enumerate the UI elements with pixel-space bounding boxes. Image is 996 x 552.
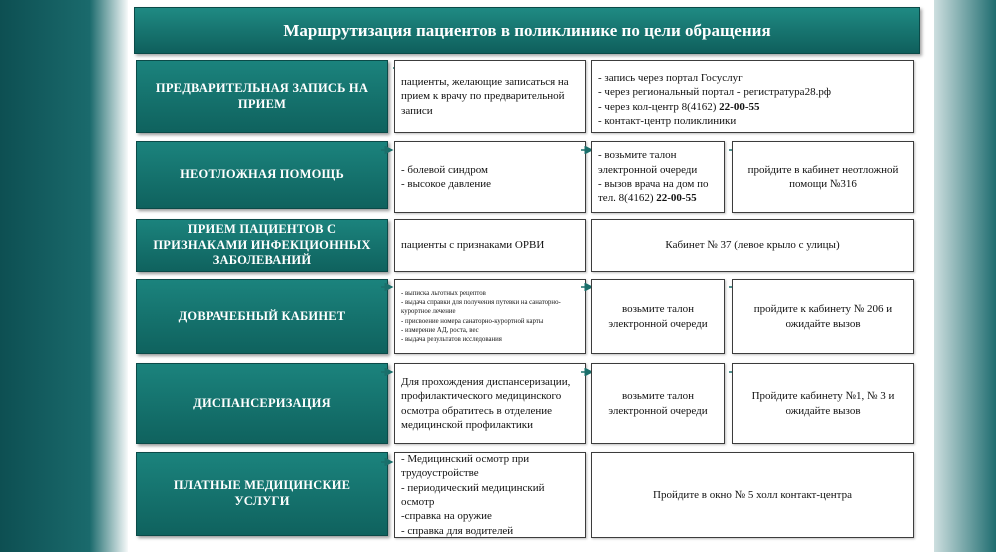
pre-medical-who-box	[394, 279, 586, 354]
appointment-who-text: пациенты, желающие записаться на прием к врачу по предварительной записи	[401, 76, 569, 117]
pre-medical-how-text: возьмите талон электронной очереди	[608, 303, 708, 330]
appointment-how-item: - через региональный портал - регистратура28.рф	[598, 86, 831, 99]
pre-medical-who-item: - присвоение номера санаторно-курортной карты	[401, 317, 544, 325]
pre-medical-who-item: - выдача результатов исследования	[401, 335, 502, 343]
urgent-how-item: - возьмите талон электронной очереди	[598, 149, 698, 176]
dispensary-where-text: Пройдите кабинету №1, № 3 и ожидайте вызов	[751, 390, 895, 417]
appointment-how-item: - через кол-центр 8(4162) 22-00-55	[598, 100, 760, 113]
urgent-where-text: пройдите в кабинет неотложной помощи №316	[747, 163, 899, 190]
paid-where-text: Пройдите в окно № 5 холл контакт-центра	[653, 488, 852, 501]
appointment-how-item: - контакт-центр поликлиники	[598, 114, 737, 127]
arrow-icon	[380, 458, 394, 466]
paid-who-item: - Медицинский осмотр при трудоустройстве	[401, 453, 530, 480]
category-pre-medical: ДОВРАЧЕБНЫЙ КАБИНЕТ	[136, 279, 388, 354]
category-dispensary: ДИСПАНСЕРИЗАЦИЯ	[136, 363, 388, 444]
pre-medical-where-text: пройдите к кабинету № 206 и ожидайте вызов	[753, 303, 893, 330]
urgent-who-item: - болевой синдром	[401, 163, 488, 176]
pre-medical-who-item: - выдача справки для получения путевки на санаторно-курортное лечение	[401, 299, 561, 316]
arrow-icon	[380, 368, 394, 376]
urgent-how-item: - вызов врача на дом по тел. 8(4162) 22-00-55	[598, 178, 709, 205]
page-title: Маршрутизация пациентов в поликлинике по цели обращения	[134, 7, 920, 54]
appointment-how-item: - запись через портал Госуслуг	[598, 72, 743, 84]
dispensary-how-box	[591, 363, 725, 444]
urgent-who-item: - высокое давление	[401, 178, 491, 190]
dispensary-how-text: возьмите талон электронной очереди	[608, 390, 708, 417]
paid-where-box	[591, 452, 914, 538]
infectious-where-box	[591, 219, 914, 272]
category-paid-services: ПЛАТНЫЕ МЕДИЦИНСКИЕ УСЛУГИ	[136, 452, 388, 536]
category-infectious: ПРИЕМ ПАЦИЕНТОВ С ПРИЗНАКАМИ ИНФЕКЦИОННЫХ ЗАБОЛЕВАНИЙ	[136, 219, 388, 272]
urgent-where-box	[732, 141, 914, 213]
arrow-icon	[380, 146, 394, 154]
paid-who-item: - справка для водителей	[401, 524, 514, 537]
infectious-who-box	[394, 219, 586, 272]
category-appointment: ПРЕДВАРИТЕЛЬНАЯ ЗАПИСЬ НА ПРИЕМ	[136, 60, 388, 133]
pre-medical-how-box	[591, 279, 725, 354]
pre-medical-where-box	[732, 279, 914, 354]
urgent-who-box	[394, 141, 586, 213]
paid-who-item: - периодический медицинский осмотр	[401, 481, 545, 508]
appointment-who-box	[394, 60, 586, 133]
appointment-how-box	[591, 60, 914, 133]
dispensary-who-text: Для прохождения диспансеризации, профилактического медицинского осмотра обратитесь в отделение медицинской профилактики	[401, 375, 571, 431]
infectious-where-text: Кабинет № 37 (левое крыло с улицы)	[665, 239, 840, 252]
paid-who-box	[394, 452, 586, 538]
pre-medical-who-item: - измерение АД, роста, вес	[401, 326, 479, 334]
category-urgent-care: НЕОТЛОЖНАЯ ПОМОЩЬ	[136, 141, 388, 209]
dispensary-where-box	[732, 363, 914, 444]
pre-medical-who-item: - выписка льготных рецептов	[401, 289, 486, 297]
urgent-how-box	[591, 141, 725, 213]
paid-who-item: -справка на оружие	[401, 510, 492, 523]
arrow-icon	[380, 283, 394, 291]
infectious-who-text: пациенты с признаками ОРВИ	[401, 239, 545, 252]
dispensary-who-box	[394, 363, 586, 444]
